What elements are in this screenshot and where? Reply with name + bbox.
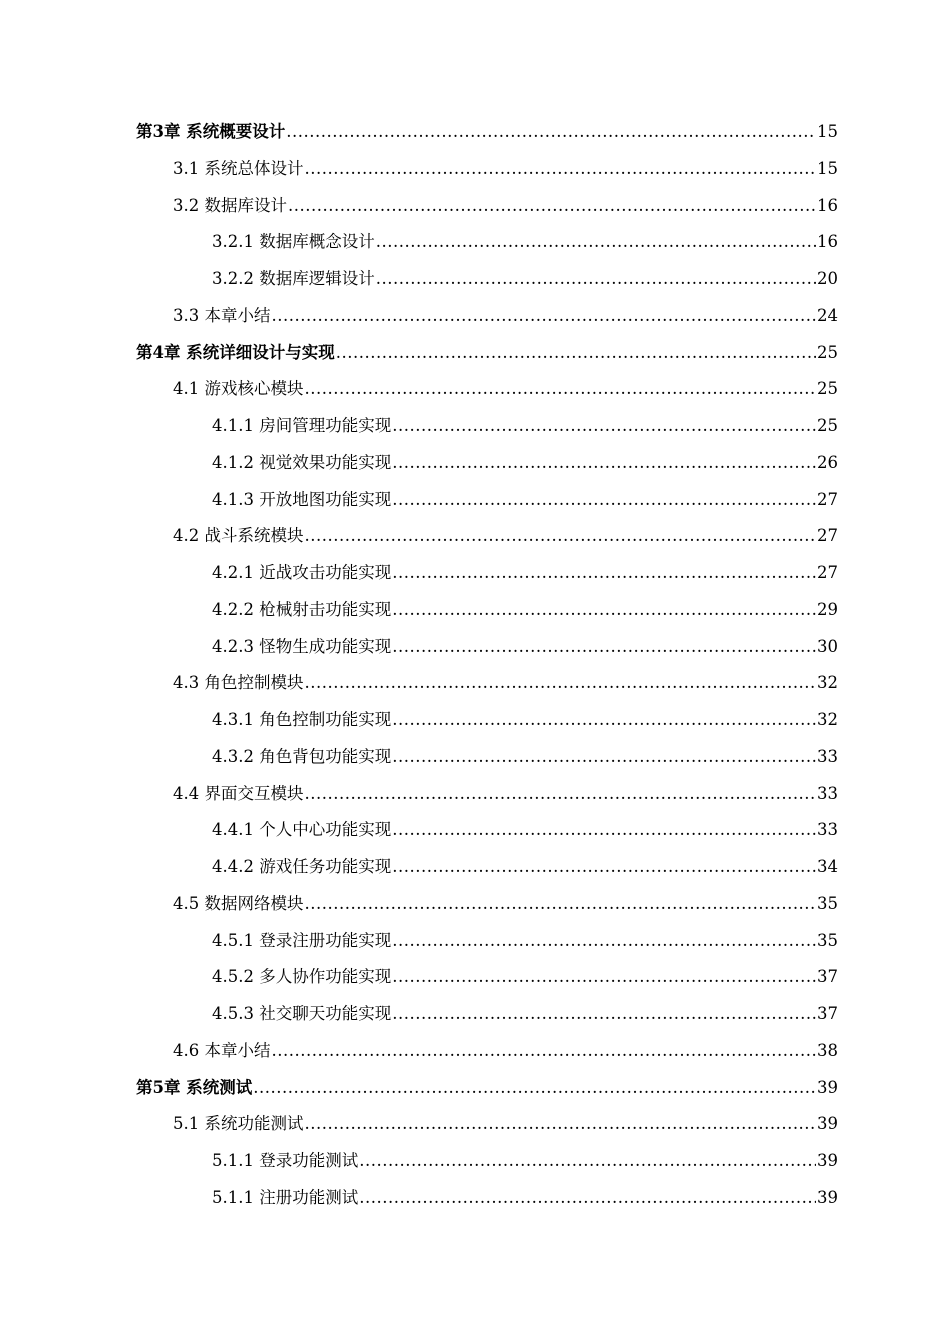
toc-entry-label: 4.1.2 视觉效果功能实现: [212, 452, 392, 472]
toc-entry-label: 3.2.2 数据库逻辑设计: [212, 269, 375, 288]
toc-entry-page-number: 26: [817, 452, 838, 472]
toc-dot-leader: [305, 776, 817, 813]
toc-entry-label: 第3章 系统概要设计: [136, 122, 286, 141]
toc-dot-leader: [376, 261, 816, 298]
toc-entry-page-number: 30: [817, 636, 838, 656]
toc-entry[interactable]: [136, 555, 838, 592]
toc-entry[interactable]: [136, 371, 838, 408]
toc-dot-leader: [392, 555, 816, 592]
toc-entry-page-number: 33: [817, 746, 838, 766]
toc-dot-leader: [392, 923, 816, 960]
toc-entry[interactable]: [136, 224, 838, 261]
toc-entry-page-number: 16: [817, 195, 838, 215]
toc-entry[interactable]: [136, 776, 838, 813]
toc-entry-label: 4.2 战斗系统模块: [173, 526, 304, 546]
toc-dot-leader: [376, 224, 816, 261]
toc-entry[interactable]: [136, 812, 838, 849]
toc-dot-leader: [305, 371, 817, 408]
toc-entry-page-number: 37: [817, 1004, 838, 1023]
toc-dot-leader: [288, 188, 816, 225]
toc-entry[interactable]: [136, 923, 838, 960]
toc-entry[interactable]: [136, 996, 838, 1033]
toc-entry[interactable]: [136, 335, 838, 372]
toc-entry[interactable]: [136, 114, 838, 151]
toc-entry[interactable]: [136, 298, 838, 335]
toc-entry[interactable]: [136, 1106, 838, 1143]
toc-entry-page-number: 33: [817, 783, 838, 803]
toc-entry-page-number: 27: [817, 563, 838, 582]
toc-entry-page-number: 34: [817, 857, 838, 876]
toc-dot-leader: [392, 739, 816, 776]
toc-entry-page-number: 32: [817, 710, 838, 729]
toc-entry-label: 5.1.1 登录功能测试: [212, 1151, 359, 1170]
toc-entry[interactable]: [136, 1070, 838, 1107]
toc-entry-label: 4.5 数据网络模块: [173, 893, 304, 913]
toc-dot-leader: [305, 151, 817, 188]
toc-entry-label: 4.2.1 近战攻击功能实现: [212, 563, 392, 582]
toc-entry-page-number: 37: [817, 967, 838, 987]
toc-entry-page-number: 16: [817, 232, 838, 252]
toc-entry-label: 4.3.2 角色背包功能实现: [212, 746, 392, 766]
toc-entry[interactable]: [136, 1033, 838, 1070]
toc-entry-page-number: 33: [817, 820, 838, 840]
toc-entry-page-number: 39: [817, 1077, 838, 1097]
toc-entry-page-number: 24: [817, 305, 838, 325]
toc-dot-leader: [253, 1070, 816, 1107]
toc-entry[interactable]: [136, 665, 838, 702]
toc-entry-label: 第5章 系统测试: [136, 1077, 253, 1097]
table-of-contents: [136, 114, 838, 1217]
toc-entry[interactable]: [136, 518, 838, 555]
toc-entry-label: 4.5.2 多人协作功能实现: [212, 967, 392, 987]
toc-entry-page-number: 27: [817, 526, 838, 546]
toc-dot-leader: [272, 298, 817, 335]
toc-entry-page-number: 25: [817, 379, 838, 399]
toc-dot-leader: [392, 849, 816, 886]
toc-dot-leader: [392, 959, 816, 996]
toc-dot-leader: [359, 1180, 816, 1217]
toc-dot-leader: [336, 335, 816, 372]
toc-entry-page-number: 29: [817, 599, 838, 619]
toc-entry-page-number: 39: [817, 1187, 838, 1207]
toc-entry-page-number: 15: [817, 158, 838, 178]
toc-entry-label: 4.4.1 个人中心功能实现: [212, 820, 392, 840]
toc-entry-page-number: 27: [817, 489, 838, 509]
toc-entry-page-number: 39: [817, 1151, 838, 1170]
toc-dot-leader: [392, 702, 816, 739]
toc-dot-leader: [305, 665, 817, 702]
toc-entry[interactable]: [136, 1180, 838, 1217]
toc-entry[interactable]: [136, 151, 838, 188]
toc-entry-label: 4.6 本章小结: [173, 1040, 271, 1060]
toc-dot-leader: [392, 812, 816, 849]
toc-entry-label: 3.3 本章小结: [173, 305, 271, 325]
toc-entry[interactable]: [136, 445, 838, 482]
toc-dot-leader: [392, 408, 816, 445]
toc-dot-leader: [305, 518, 817, 555]
toc-entry-label: 4.4.2 游戏任务功能实现: [212, 857, 392, 876]
toc-entry[interactable]: [136, 482, 838, 519]
toc-entry[interactable]: [136, 261, 838, 298]
toc-entry-label: 4.5.1 登录注册功能实现: [212, 930, 392, 950]
toc-entry-page-number: 15: [817, 122, 838, 141]
toc-entry[interactable]: [136, 886, 838, 923]
toc-entry-label: 3.2 数据库设计: [173, 195, 287, 215]
toc-dot-leader: [392, 592, 816, 629]
toc-dot-leader: [286, 114, 816, 151]
toc-entry-label: 4.3 角色控制模块: [173, 673, 304, 693]
toc-entry-label: 第4章 系统详细设计与实现: [136, 342, 335, 362]
toc-entry-page-number: 25: [817, 342, 838, 362]
toc-dot-leader: [359, 1143, 816, 1180]
toc-entry-page-number: 35: [817, 930, 838, 950]
toc-entry[interactable]: [136, 849, 838, 886]
toc-entry[interactable]: [136, 702, 838, 739]
toc-dot-leader: [305, 1106, 817, 1143]
toc-entry-label: 4.2.3 怪物生成功能实现: [212, 636, 392, 656]
toc-entry-label: 4.5.3 社交聊天功能实现: [212, 1004, 392, 1023]
toc-entry-page-number: 25: [817, 416, 838, 435]
toc-entry-label: 4.2.2 枪械射击功能实现: [212, 599, 392, 619]
toc-entry[interactable]: [136, 408, 838, 445]
toc-entry-page-number: 38: [817, 1040, 838, 1060]
toc-entry-page-number: 39: [817, 1114, 838, 1134]
toc-dot-leader: [272, 1033, 817, 1070]
toc-entry[interactable]: [136, 959, 838, 996]
toc-dot-leader: [392, 629, 816, 666]
toc-dot-leader: [392, 996, 816, 1033]
toc-entry-label: 4.1.3 开放地图功能实现: [212, 489, 392, 509]
toc-entry-label: 4.1.1 房间管理功能实现: [212, 416, 392, 435]
toc-entry[interactable]: [136, 629, 838, 666]
toc-entry-page-number: 32: [817, 673, 838, 693]
toc-entry[interactable]: [136, 739, 838, 776]
toc-entry[interactable]: [136, 592, 838, 629]
toc-entry-page-number: 20: [817, 269, 838, 288]
toc-dot-leader: [392, 445, 816, 482]
toc-dot-leader: [392, 482, 816, 519]
toc-entry-label: 5.1.1 注册功能测试: [212, 1187, 359, 1207]
toc-entry-label: 4.3.1 角色控制功能实现: [212, 710, 392, 729]
toc-entry-label: 5.1 系统功能测试: [173, 1114, 304, 1134]
toc-entry-label: 3.1 系统总体设计: [173, 158, 304, 178]
toc-entry-label: 4.1 游戏核心模块: [173, 379, 304, 399]
toc-entry[interactable]: [136, 1143, 838, 1180]
toc-entry[interactable]: [136, 188, 838, 225]
toc-dot-leader: [305, 886, 817, 923]
toc-entry-page-number: 35: [817, 893, 838, 913]
toc-entry-label: 4.4 界面交互模块: [173, 783, 304, 803]
toc-entry-label: 3.2.1 数据库概念设计: [212, 232, 375, 252]
